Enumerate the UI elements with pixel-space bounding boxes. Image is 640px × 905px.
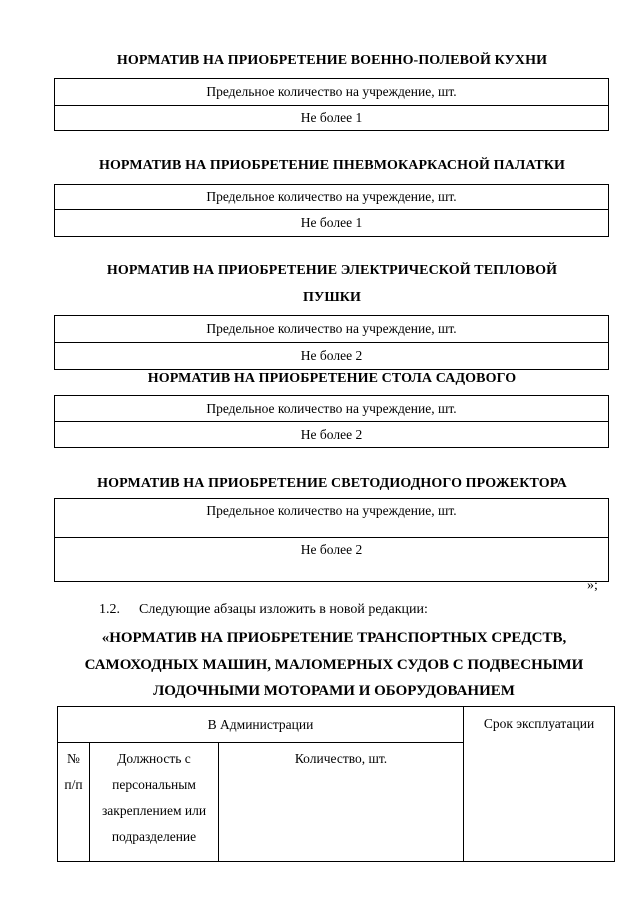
norm-table [54,395,609,448]
table-header-cell: Предельное количество на учреждение, шт. [55,185,609,210]
header-administration: В Администрации [58,707,464,743]
table-header-cell: Предельное количество на учреждение, шт. [55,316,609,343]
table-value-cell: Не более 2 [55,422,609,448]
table-value-cell: Не более 2 [55,538,609,582]
section-title: НОРМАТИВ НА ПРИОБРЕТЕНИЕ СВЕТОДИОДНОГО ПРОЖЕКТОРА [97,476,567,491]
closing-quote: »; [587,578,598,593]
transport-heading [56,625,612,705]
table-header-cell: Предельное количество на учреждение, шт. [55,396,609,422]
norm-table [54,498,609,582]
norm-table [54,78,609,131]
column-position-line: Должность с [117,751,191,766]
table-value-cell: Не более 2 [55,343,609,370]
table-header-cell: Предельное количество на учреждение, шт. [55,499,609,538]
section-title: НОРМАТИВ НА ПРИОБРЕТЕНИЕ ЭЛЕКТРИЧЕСКОЙ ТЕПЛОВОЙ [106,263,558,278]
column-position-line: подразделение [111,829,197,844]
transport-heading-line: САМОХОДНЫХ МАШИН, МАЛОМЕРНЫХ СУДОВ С ПОДВЕСНЫМИ [84,656,584,673]
norm-table [54,315,609,370]
administration-table [57,706,615,862]
table-value-cell: Не более 1 [55,210,609,237]
column-position-line: закреплением или [101,803,207,818]
paragraph-1-2 [99,602,428,618]
column-number-line: № [67,751,80,766]
column-quantity: Количество, шт. [219,743,464,862]
section-title: НОРМАТИВ НА ПРИОБРЕТЕНИЕ СТОЛА САДОВОГО [147,371,517,386]
section-title-continued: ПУШКИ [302,290,362,305]
column-number [58,743,90,862]
header-service-life: Срок эксплуатации [464,707,615,862]
transport-heading-line: ЛОДОЧНЫМИ МОТОРАМИ И ОБОРУДОВАНИЕМ [153,683,515,699]
column-number-line: п/п [64,777,83,792]
paragraph-number: 1.2. [99,602,120,617]
section-title: НОРМАТИВ НА ПРИОБРЕТЕНИЕ ПНЕВМОКАРКАСНОЙ ПАЛАТКИ [98,158,566,173]
column-position [90,743,219,862]
table-header-cell: Предельное количество на учреждение, шт. [55,79,609,106]
column-position-line: персональным [112,777,196,792]
norm-table [54,184,609,237]
paragraph-text: Следующие абзацы изложить в новой редакции: [139,602,428,617]
section-title: НОРМАТИВ НА ПРИОБРЕТЕНИЕ ВОЕННО-ПОЛЕВОЙ КУХНИ [116,53,548,68]
table-value-cell: Не более 1 [55,106,609,131]
transport-heading-line: «НОРМАТИВ НА ПРИОБРЕТЕНИЕ ТРАНСПОРТНЫХ СРЕДСТВ, [101,630,567,646]
